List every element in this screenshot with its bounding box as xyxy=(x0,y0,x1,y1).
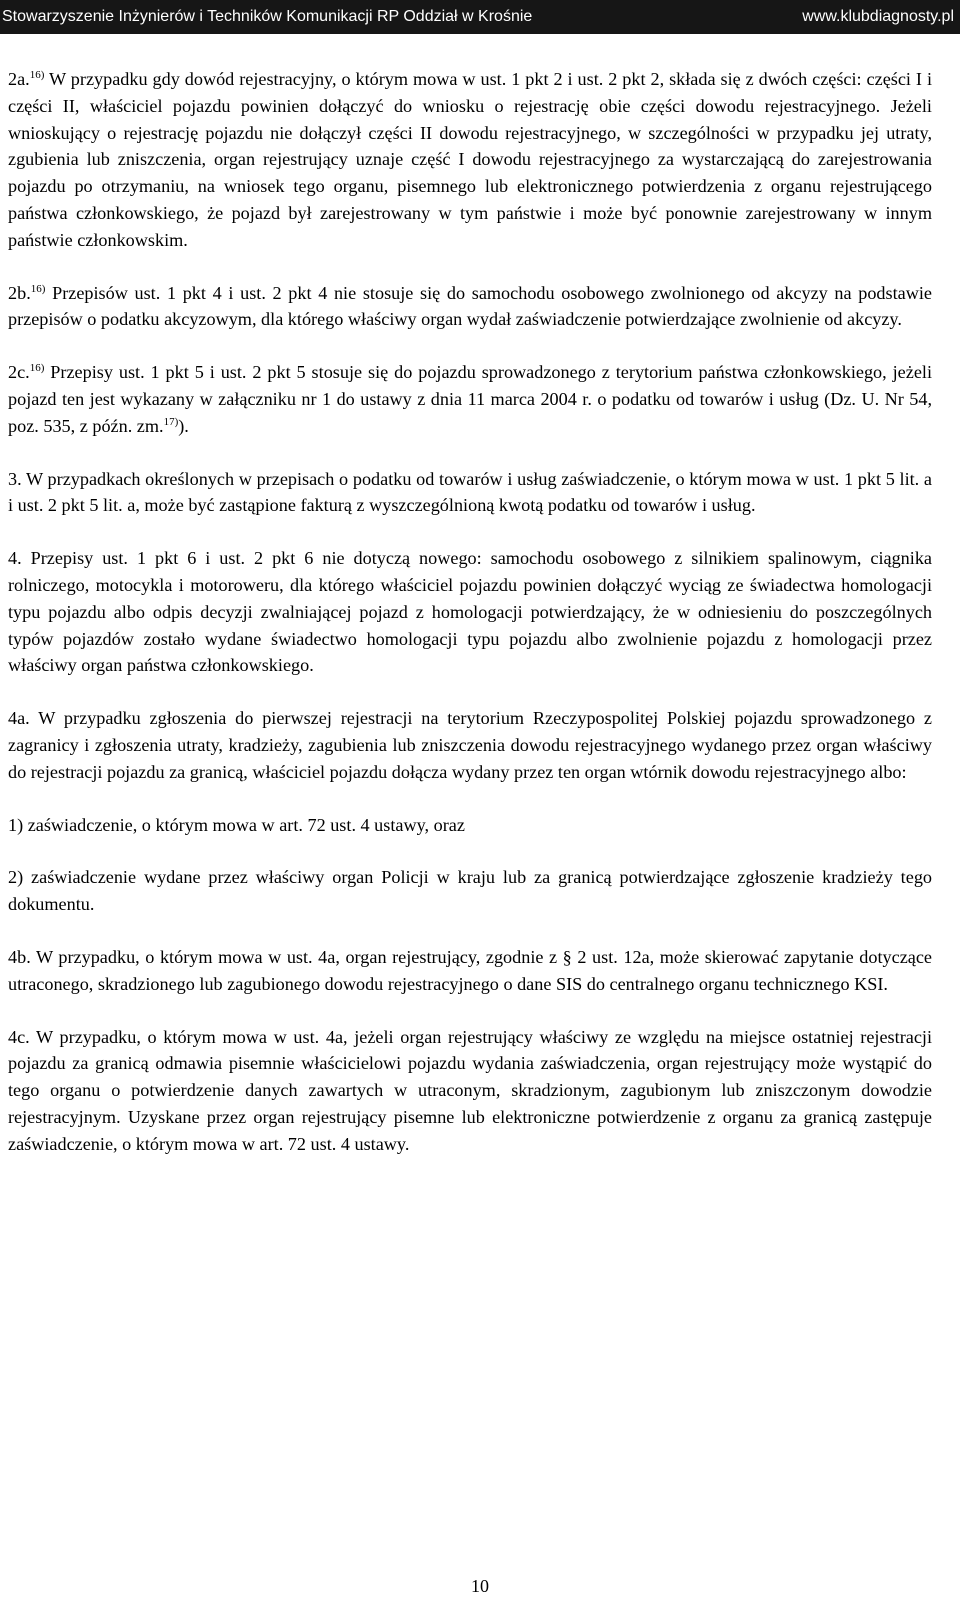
header-website: www.klubdiagnosty.pl xyxy=(802,8,954,25)
document-body xyxy=(8,66,932,1184)
paragraph-2b: 2b.$^{16)}$ Przepisów ust. 1 pkt 4 i ust. 2 pkt 4 nie stosuje się do samochodu osobowego zwolnionego od akcyzy na podstawie przepisów o podatku akcyzowym, dla którego właściwy organ wydał zaświadczenie potwierdzające zwolnienie od akcyzy. xyxy=(8,282,932,330)
footnote-ref: 16) xyxy=(30,282,46,295)
paragraph-4b: 4b. W przypadku, o którym mowa w ust. 4a, organ rejestrujący, zgodnie z § 2 ust. 12a, może skierować zapytanie dotyczące utraconego, skradzionego lub zagubionego dowodu rejestracyjnego o dane SIS do centralnego organu technicznego KSI. xyxy=(8,946,932,994)
header-organization: Stowarzyszenie Inżynierów i Techników Komunikacji RP Oddział w Krośnie xyxy=(2,8,533,25)
paragraph-3: 3. W przypadkach określonych w przepisach o podatku od towarów i usług zaświadczenie, o którym mowa w ust. 1 pkt 5 lit. a i ust. 2 pkt 5 lit. a, może być zastąpione fakturą z wyszczególnioną kwotą podatku od towarów i usług. xyxy=(8,468,932,516)
page-number: 10 xyxy=(471,1576,489,1596)
paragraph-4c: 4c. W przypadku, o którym mowa w ust. 4a, jeżeli organ rejestrujący właściwy ze względu na miejsce ostatniej rejestracji pojazdu za granicą odmawia pisemnie właścicielowi pojazdu wydania zaświadczenia, organ rejestrujący może wystąpić do tego organu o potwierdzenie danych zawartych w utraconym, skradzionym, zagubionym lub zniszczonym dowodzie rejestracyjnym. Uzyskane przez organ rejestrujący pisemne lub elektroniczne potwierdzenie z organu za granicą zastępuje zaświadczenie, o którym mowa w art. 72 ust. 4 ustawy. xyxy=(8,1026,932,1154)
list-item-2: 2) zaświadczenie wydane przez właściwy organ Policji w kraju lub za granicą potwierdzające zgłoszenie kradzieży tego dokumentu. xyxy=(8,867,932,915)
list-item-1: 1) zaświadczenie, o którym mowa w art. 72 ust. 4 ustawy, oraz xyxy=(8,814,465,835)
footnote-ref: 17) xyxy=(163,415,179,428)
footnote-ref: 16) xyxy=(29,362,45,375)
page-header xyxy=(0,0,960,34)
paragraph-4: 4. Przepisy ust. 1 pkt 6 i ust. 2 pkt 6 nie dotyczą nowego: samochodu osobowego z silnikiem spalinowym, ciągnika rolniczego, motocykla i motoroweru, dla którego właściciel pojazdu powinien dołączyć wyciąg ze świadectwa homologacji typu pojazdu albo odpis decyzji zwalniającej pojazd z homologacji potwierdzający, że w odniesieniu do poszczególnych typów pojazdów zostało wydane świadectwo homologacji typu pojazdu albo zwolnienie pojazdu z homologacji przez właściwy organ państwa członkowskiego. xyxy=(8,548,932,676)
paragraph-4a: 4a. W przypadku zgłoszenia do pierwszej rejestracji na terytorium Rzeczypospolitej Polskiej pojazdu sprowadzonego z zagranicy i zgłoszenia utraty, kradzieży, zagubienia lub zniszczenia dowodu rejestracyjnego wydanego przez organ właściwy do rejestracji pojazdu za granicą, właściciel pojazdu dołącza wydany przez ten organ wtórnik dowodu rejestracyjnego albo: xyxy=(8,708,932,782)
paragraph-2c: 2c.$^{16)}$ Przepisy ust. 1 pkt 5 i ust. 2 pkt 5 stosuje się do pojazdu sprowadzonego z terytorium państwa członkowskiego, jeżeli pojazd ten jest wykazany w załączniku nr 1 do ustawy z dnia 11 marca 2004 r. o podatku od towarów i usług (Dz. U. Nr 54, poz. 535, z późn. zm.$^{17)}$). xyxy=(8,362,932,436)
footnote-ref: 16) xyxy=(29,69,45,81)
paragraph-2a: 2a.$^{16)}$ W przypadku gdy dowód rejestracyjny, o którym mowa w ust. 1 pkt 2 i ust. 2 pkt 2, składa się z dwóch części: części I i części II, właściciel pojazdu powinien dołączyć do wniosku o rejestrację obie części dowodu rejestracyjnego. Jeżeli wnioskujący o rejestrację pojazdu nie dołączył części II dowodu rejestracyjnego, w szczególności w przypadku jej utraty, zgubienia lub zniszczenia, organ rejestrujący uznaje część I dowodu rejestracyjnego za wystarczającą do zarejestrowania pojazdu po otrzymaniu, na wniosek tego organu, pisemnego lub elektronicznego potwierdzenia z organu rejestrującego państwa członkowskiego, że pojazd był zarejestrowany w tym państwie i może być ponownie zarejestrowany w innym państwie członkowskim. xyxy=(8,69,932,250)
